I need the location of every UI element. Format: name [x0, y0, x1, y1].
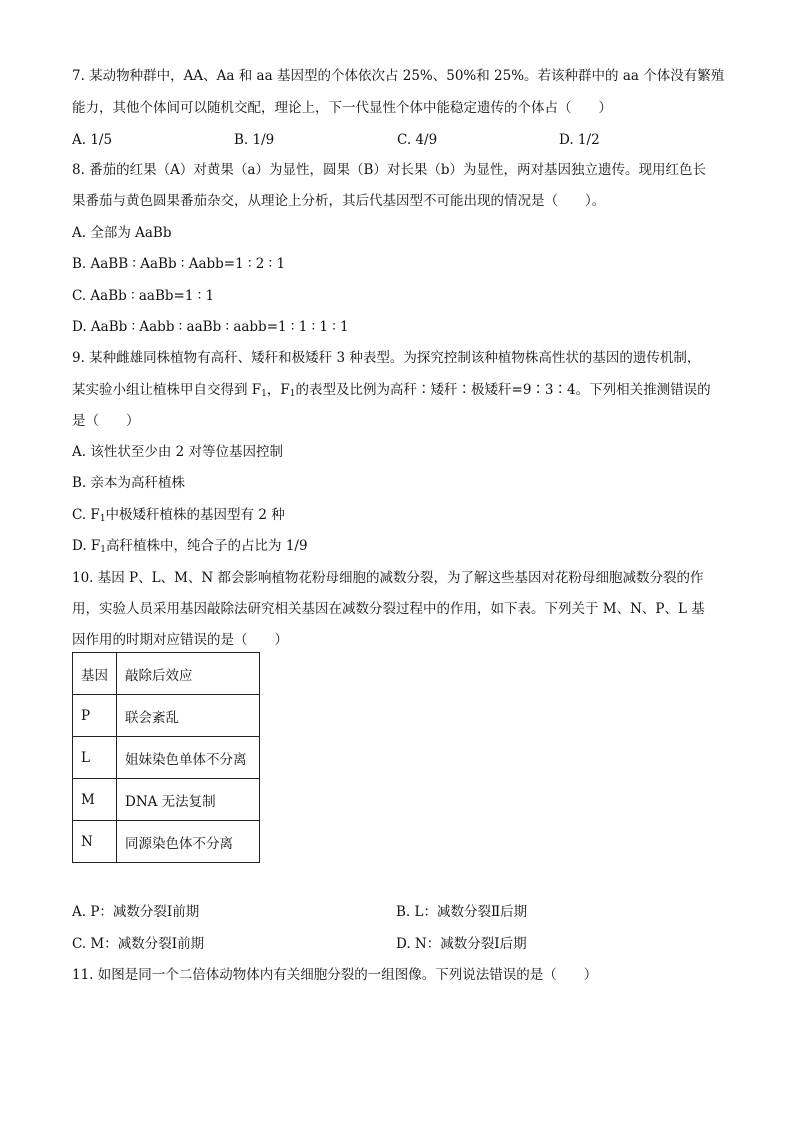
- q9-option-d-prefix: D. F: [72, 538, 101, 554]
- q10-stem-line3: 因作用的时期对应错误的是（ ）: [72, 632, 288, 648]
- gene-effect-table: [72, 652, 260, 863]
- q9-option-d[interactable]: [72, 536, 308, 556]
- table-cell-effect: 联会紊乱: [117, 695, 260, 737]
- q9-stem-line3: 是（ ）: [72, 413, 140, 429]
- q11-stem-line1: 11. 如图是同一个二倍体动物体内有关细胞分裂的一组图像。下列说法错误的是（ ）: [72, 967, 598, 983]
- table-cell-effect: 姐妹染色单体不分离: [117, 737, 260, 779]
- q7-stem-line2: 能力，其他个体间可以随机交配，理论上，下一代显性个体中能稳定遗传的个体占（ ）: [72, 100, 612, 116]
- table-cell-effect: 同源染色体不分离: [117, 821, 260, 863]
- q10-stem-line1: 10. 基因 P、L、M、N 都会影响植物花粉母细胞的减数分裂，为了解这些基因对花粉母细胞减数分裂的作: [72, 570, 704, 586]
- q9-option-c[interactable]: [72, 505, 285, 525]
- q7-option-c[interactable]: C. 4/9: [397, 132, 438, 148]
- table-cell-gene: P: [73, 695, 117, 737]
- q9-option-c-sub: 1: [99, 514, 106, 524]
- q9-option-c-prefix: C. F: [72, 507, 100, 523]
- q8-option-d[interactable]: D. AaBb ∶ Aabb ∶ aaBb ∶ aabb=1 ∶ 1 ∶ 1 ∶ 1: [72, 319, 349, 335]
- table-header-effect: 敲除后效应: [117, 653, 260, 695]
- q7-option-b[interactable]: B. 1/9: [234, 132, 275, 148]
- q10-stem-line2: 用，实验人员采用基因敲除法研究相关基因在减数分裂过程中的作用，如下表。下列关于 M、N、P、L 基: [72, 601, 705, 617]
- table-header-row: [73, 653, 260, 695]
- table-row: [73, 695, 260, 737]
- table-row: [73, 821, 260, 863]
- table-row: [73, 737, 260, 779]
- q9-option-b[interactable]: B. 亲本为高秆植株: [72, 475, 186, 491]
- q9-stem-line2: [72, 380, 711, 400]
- q7-option-a[interactable]: A. 1/5: [72, 132, 113, 148]
- q9-option-c-text: 中极矮秆植株的基因型有 2 种: [105, 507, 285, 523]
- table-cell-gene: N: [73, 821, 117, 863]
- q10-option-a[interactable]: A. P：减数分裂Ⅰ前期: [72, 904, 200, 920]
- q9-line2-text-a: 某实验小组让植株甲自交得到 F: [72, 382, 262, 398]
- table-header-gene: 基因: [73, 653, 117, 695]
- q7-option-d[interactable]: D. 1/2: [559, 132, 600, 148]
- q9-option-d-text: 高秆植株中，纯合子的占比为 1/9: [106, 538, 308, 554]
- q10-option-b[interactable]: B. L：减数分裂Ⅱ后期: [396, 904, 528, 920]
- table-cell-gene: M: [73, 779, 117, 821]
- q10-option-d[interactable]: D. N：减数分裂Ⅰ后期: [396, 936, 527, 952]
- q9-option-a[interactable]: A. 该性状至少由 2 对等位基因控制: [72, 444, 284, 460]
- q9-option-d-sub: 1: [100, 545, 107, 555]
- q8-option-c[interactable]: C. AaBb ∶ aaBb=1 ∶ 1: [72, 288, 215, 304]
- q9-line2-text-b: ，F: [266, 382, 290, 398]
- q7-stem-line1: 7. 某动物种群中，AA、Aa 和 aa 基因型的个体依次占 25%、50%和 25%。若该种群中的 aa 个体没有繁殖: [72, 68, 725, 84]
- q8-option-b[interactable]: B. AaBB ∶ AaBb ∶ Aabb=1 ∶ 2 ∶ 1: [72, 256, 286, 272]
- q8-option-a[interactable]: A. 全部为 AaBb: [72, 225, 172, 241]
- q8-stem-line2: 果番茄与黄色圆果番茄杂交，从理论上分析，其后代基因型不可能出现的情况是（ ）。: [72, 193, 606, 209]
- table-cell-effect: DNA 无法复制: [117, 779, 260, 821]
- q9-line2-sub2: 1: [289, 389, 296, 399]
- q10-option-c[interactable]: C. M：减数分裂Ⅰ前期: [72, 936, 205, 952]
- table-row: [73, 779, 260, 821]
- q9-line2-sub1: 1: [261, 389, 267, 399]
- q9-line2-text-c: 的表型及比例为高秆∶矮秆∶极矮秆=9∶3∶4。下列相关推测错误的: [295, 382, 711, 398]
- table-cell-gene: L: [73, 737, 117, 779]
- q9-stem-line1: 9. 某种雌雄同株植物有高秆、矮秆和极矮秆 3 种表型。为探究控制该种植物株高性状的基因的遗传机制，: [72, 350, 701, 366]
- q8-stem-line1: 8. 番茄的红果（A）对黄果（a）为显性，圆果（B）对长果（b）为显性，两对基因独立遗传。现用红色长: [72, 162, 707, 178]
